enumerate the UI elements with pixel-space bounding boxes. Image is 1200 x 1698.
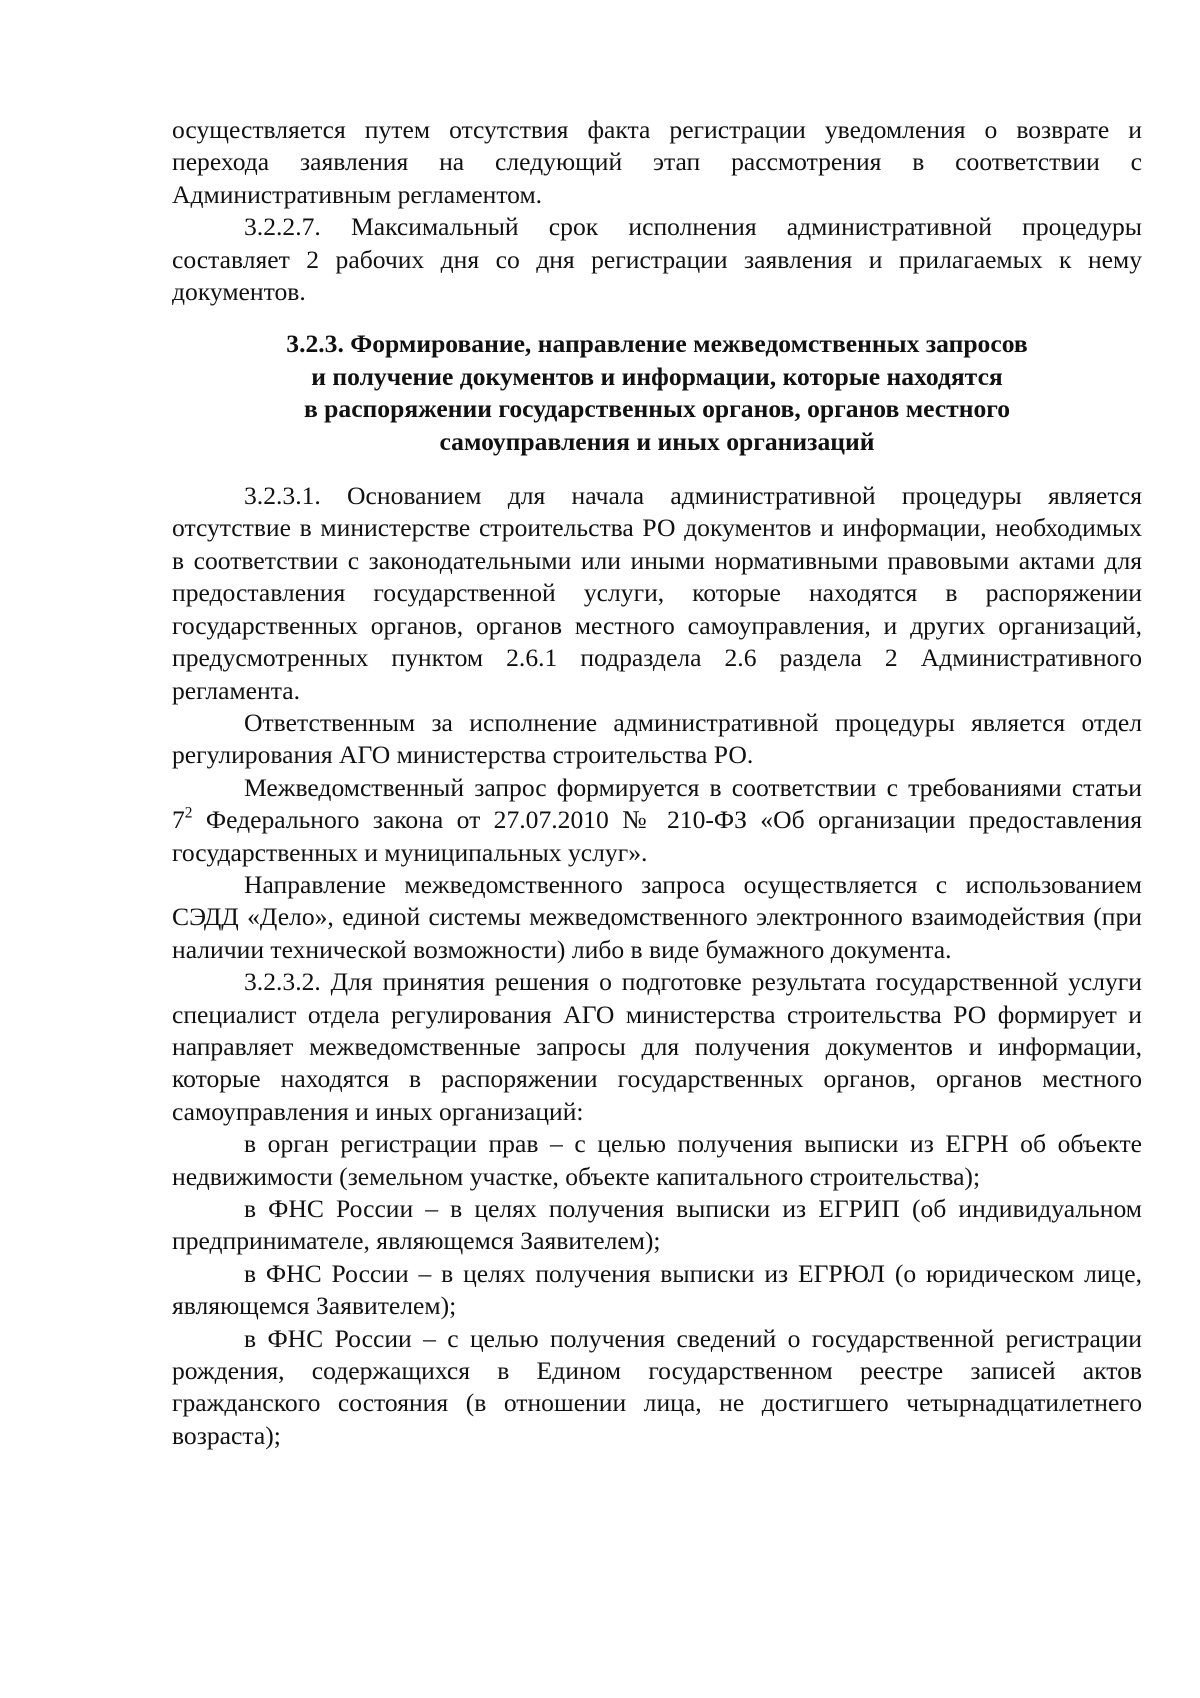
list-item-egrip: в ФНС России – в целях получения выписки из ЕГРИП (об индивидуальном предпринимателе, являющемся Заявителем); xyxy=(172,1194,1142,1256)
list-item-birth-registration: в ФНС России – с целью получения сведений о государственной регистрации рождения, содержащихся в Едином государственном реестре записей актов гражданского состояния (в отношении лица, не достигшего четырнадцатилетнего возраста); xyxy=(172,1323,1142,1450)
heading-line: 3.2.3. Формирование, направление межведомственных запросов xyxy=(286,329,1028,359)
document-page xyxy=(172,114,1142,1452)
paragraph-continuation: осуществляется путем отсутствия факта регистрации уведомления о возврате и перехода заявления на следующий этап рассмотрения в соответствии с Административным регламентом. xyxy=(172,115,1142,209)
heading-line: в распоряжении государственных органов, органов местного xyxy=(303,394,1011,424)
heading-line: и получение документов и информации, которые находятся xyxy=(311,361,1003,391)
statute-text-after: Федерального закона от 27.07.2010 № 210-ФЗ «Об организации предоставления государственных и муниципальных услуг». xyxy=(172,805,1142,867)
paragraph-request-channel: Направление межведомственного запроса осуществляется с использованием СЭДД «Дело», единой системы межведомственного электронного взаимодействия (при наличии технической возможности) либо в виде бумажного документа. xyxy=(172,869,1142,964)
statute-text-before: Межведомственный запрос формируется в соответствии с требованиями статьи 7 xyxy=(172,772,1142,835)
paragraph-statute xyxy=(172,772,1142,869)
paragraph-3-2-2-7: 3.2.2.7. Максимальный срок исполнения административной процедуры составляет 2 рабочих дня со дня регистрации заявления и прилагаемых к нему документов. xyxy=(172,212,1142,307)
paragraph-3-2-3-1: 3.2.3.1. Основанием для начала административной процедуры является отсутствие в министерстве строительства РО документов и информации, необходимых в соответствии с законодательными или иными нормативными правовыми актами для предоставления государственной услуги, которые находятся в распоряжении государственных органов, органов местного самоуправления, и других организаций, предусмотренных пунктом 2.6.1 подраздела 2.6 раздела 2 Административного регламента. xyxy=(172,481,1142,705)
statute-superscript: 2 xyxy=(184,804,193,822)
list-item-egrn: в орган регистрации прав – с целью получения выписки из ЕГРН об объекте недвижимости (земельном участке, объекте капитального строительства); xyxy=(172,1129,1142,1191)
paragraph-responsible: Ответственным за исполнение административной процедуры является отдел регулирования АГО министерства строительства РО. xyxy=(172,707,1142,770)
heading-line: самоуправления и иных организаций xyxy=(439,426,875,456)
paragraph-3-2-3-2: 3.2.3.2. Для принятия решения о подготовке результата государственной услуги специалист отдела регулирования АГО министерства строительства РО формирует и направляет межведомственные запросы для получения документов и информации, которые находятся в распоряжении государственных органов, органов местного самоуправления и иных организаций: xyxy=(172,967,1142,1126)
section-heading xyxy=(172,328,1142,458)
list-item-egrul: в ФНС России – в целях получения выписки из ЕГРЮЛ (о юридическом лице, являющемся Заявителем); xyxy=(172,1258,1142,1321)
